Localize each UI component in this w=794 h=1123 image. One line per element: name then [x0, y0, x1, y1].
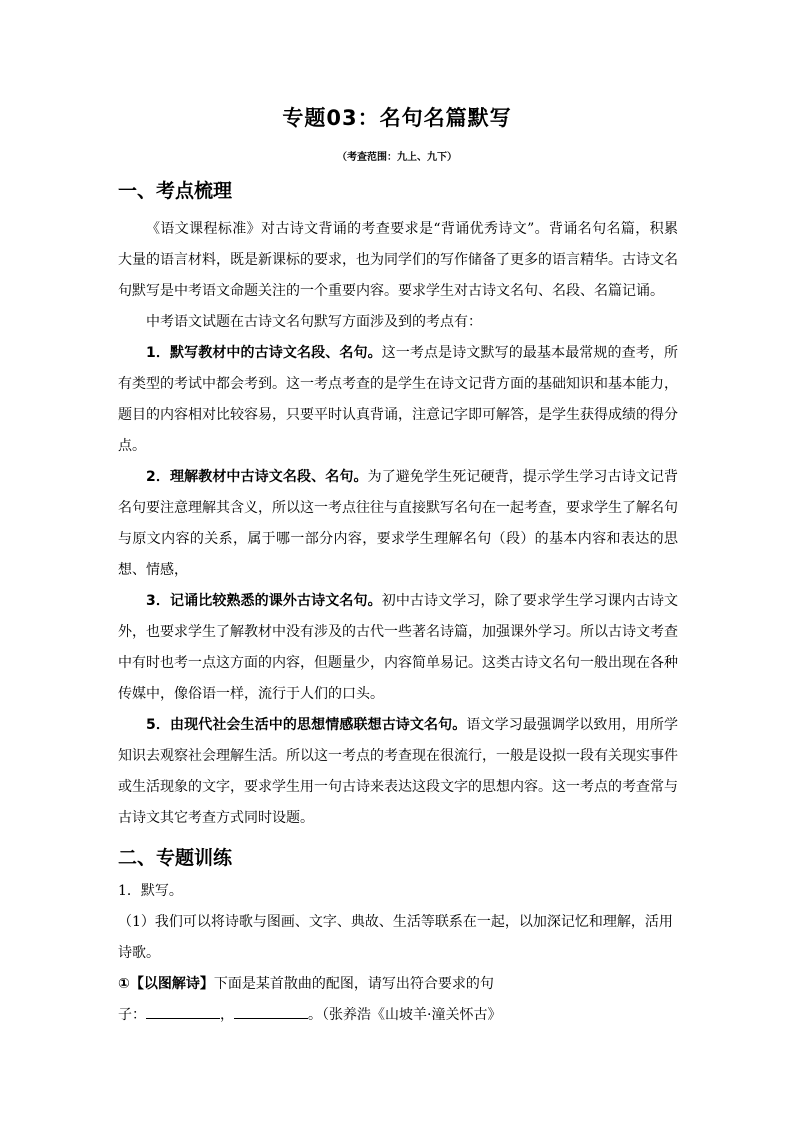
- page-title: 专题03：名句名篇默写: [282, 106, 512, 130]
- point-lead-4: 5．由现代社会生活中的思想情感联想古诗文名句。: [146, 717, 467, 733]
- intro-paragraph-1: 《语文课程标准》对古诗文背诵的考查要求是“背诵优秀诗文”。背诵名句名篇，积累大量的语言材料，既是新课标的要求，也为同学们的写作储备了更多的语言精华。古诗文名句默写是中考语文命题关注的一个重要内容。要求学生对古诗文名句、名段、名篇记诵。: [118, 221, 678, 299]
- question-1-answer-line: [118, 1000, 678, 1031]
- point-text-3: 初中古诗文学习，除了要求学生学习课内古诗文外，也要求学生了解教材中没有涉及的古代一些著名诗篇，加强课外学习。所以古诗文考查中有时也考一点这方面的内容，但题量少，内容简单易记。这类古诗文名句一般出现在各种传媒中，像俗语一样，流行于人们的口头。: [118, 593, 678, 702]
- point-text-1: 这一考点是诗文默写的最基本最常规的查考，所有类型的考试中都会考到。这一考点考查的是学生在诗文记背方面的基础知识和基本能力，题目的内容相对比较容易，只要平时认真背诵，注意记字即可解答，是学生获得成绩的得分点。: [118, 345, 678, 454]
- point-lead-3: 3．记诵比较熟悉的课外古诗文名句。: [146, 593, 382, 609]
- question-1-subquestion: （1）我们可以将诗歌与图画、文字、典故、生活等联系在一起，以加深记忆和理解，活用诗歌。: [118, 914, 673, 961]
- answer-source: 。（张养浩《山坡羊·潼关怀古》: [308, 1007, 502, 1023]
- point-paragraph-4: [118, 710, 678, 834]
- answer-prefix: 子：: [118, 1007, 146, 1023]
- answer-blank-2[interactable]: [234, 1003, 308, 1019]
- answer-separator: ，: [220, 1007, 234, 1023]
- page-subtitle: （考查范围：九上、九下）: [337, 152, 457, 163]
- section-heading-2: 二、专题训练: [118, 847, 233, 869]
- intro-paragraph-2: 中考语文试题在古诗文名句默写方面涉及到的考点有：: [146, 314, 482, 330]
- part-1-text: 下面是某首散曲的配图，请写出符合要求的句: [213, 976, 494, 992]
- point-text-4: 语文学习最强调学以致用，用所学知识去观察社会理解生活。所以这一考点的考查现在很流行，一般是设拟一段有关现实事件或生活现象的文字，要求学生用一句古诗来表达这段文字的思想内容。这一考点的考查常与古诗文其它考查方式同时设题。: [118, 717, 678, 826]
- point-paragraph-1: [118, 338, 678, 462]
- question-1-label: 1．默写。: [118, 883, 183, 899]
- point-lead-1: 1．默写教材中的古诗文名段、名句。: [146, 345, 382, 361]
- point-paragraph-2: [118, 462, 678, 586]
- point-lead-2: 2．理解教材中古诗文名段、名句。: [146, 469, 368, 485]
- section-heading-1: 一、考点梳理: [118, 180, 233, 202]
- part-1-lead: ①【以图解诗】: [118, 976, 214, 992]
- point-text-2: 为了避免学生死记硬背，提示学生学习古诗文记背名句要注意理解其含义，所以这一考点往往与直接默写名句在一起考查，要求学生了解名句与原文内容的关系，属于哪一部分内容，要求学生理解名句（段）的基本内容和表达的思想、情感，: [118, 469, 678, 578]
- answer-blank-1[interactable]: [146, 1003, 220, 1019]
- point-paragraph-3: [118, 586, 678, 710]
- question-1-part-1: [118, 969, 678, 1000]
